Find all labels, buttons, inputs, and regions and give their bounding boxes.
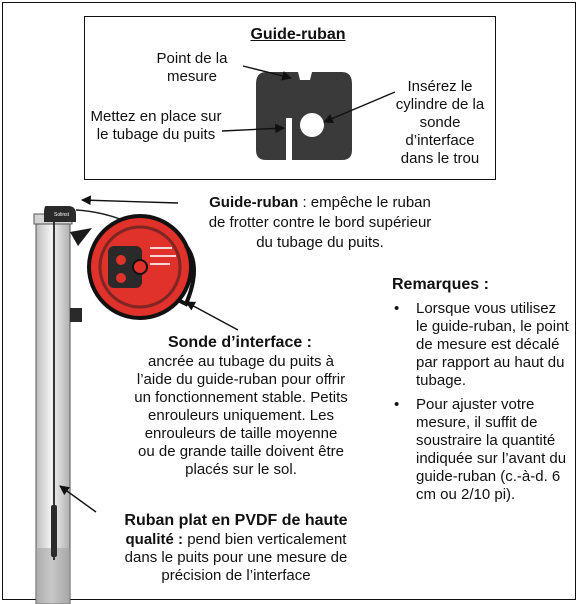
bullet-icon: • xyxy=(394,300,400,317)
sonde-line-5: enrouleurs de taille moyenne xyxy=(144,425,338,442)
guide-caption-text1: : empêche le ruban xyxy=(298,194,431,211)
guide-caption-line2: de frotter contre le bord supérieur xyxy=(208,214,432,231)
remarque-text-1: Lorsque vous utilisez le guide-ruban, le point de mesure est décalé par rapport au haut du tubage. xyxy=(416,300,569,389)
sonde-arrow xyxy=(186,302,238,330)
guide-arrow xyxy=(82,200,178,203)
sonde-line-6: ou de grande taille doivent être xyxy=(138,443,344,460)
bullet-icon: • xyxy=(394,396,400,413)
inset-label-inserez: Insérez le cylindre de la sonde d’interface dans le trou xyxy=(395,78,485,167)
ruban-text2: pend bien verticalement xyxy=(183,531,347,548)
inset-title: Guide-ruban xyxy=(250,26,346,43)
guide-caption-line3: du tubage du puits. xyxy=(256,234,384,251)
remarque-text-2: Pour ajuster votre mesure, il suffit de soustraire la quantité indiquée sur l’avant du guide-ruban (c.-à-d. 6 cm ou 2/10 pi). xyxy=(416,396,567,503)
sonde-line-7: placés sur le sol. xyxy=(185,461,297,478)
sonde-line-2: l’aide du guide-ruban pour offrir xyxy=(136,371,346,388)
remarques-title: Remarques : xyxy=(392,276,489,293)
svg-text:Solinst: Solinst xyxy=(54,212,70,218)
ruban-title-line1: Ruban plat en PVDF de haute xyxy=(124,512,348,529)
tape-guide-icon xyxy=(44,206,76,222)
probe-tip-icon xyxy=(51,505,57,557)
reel-icon xyxy=(70,216,194,322)
sonde-line-3: un fonctionnement stable. Petits xyxy=(134,389,348,406)
sonde-title: Sonde d’interface : xyxy=(167,334,313,351)
ruban-line3: dans le puits pour une mesure de xyxy=(124,549,348,566)
ruban-line4: précision de l’interface xyxy=(161,567,311,584)
inset-label-mettez: Mettez en place sur le tubage du puits xyxy=(90,108,222,143)
sonde-line-4: enrouleurs uniquement. Les xyxy=(148,407,334,424)
inset-label-point: Point de la mesure xyxy=(156,50,228,85)
ruban-title-line2: qualité : xyxy=(125,531,184,548)
guide-caption-title: Guide-ruban xyxy=(209,194,299,211)
sonde-line-1: ancrée au tubage du puits à xyxy=(148,353,334,370)
